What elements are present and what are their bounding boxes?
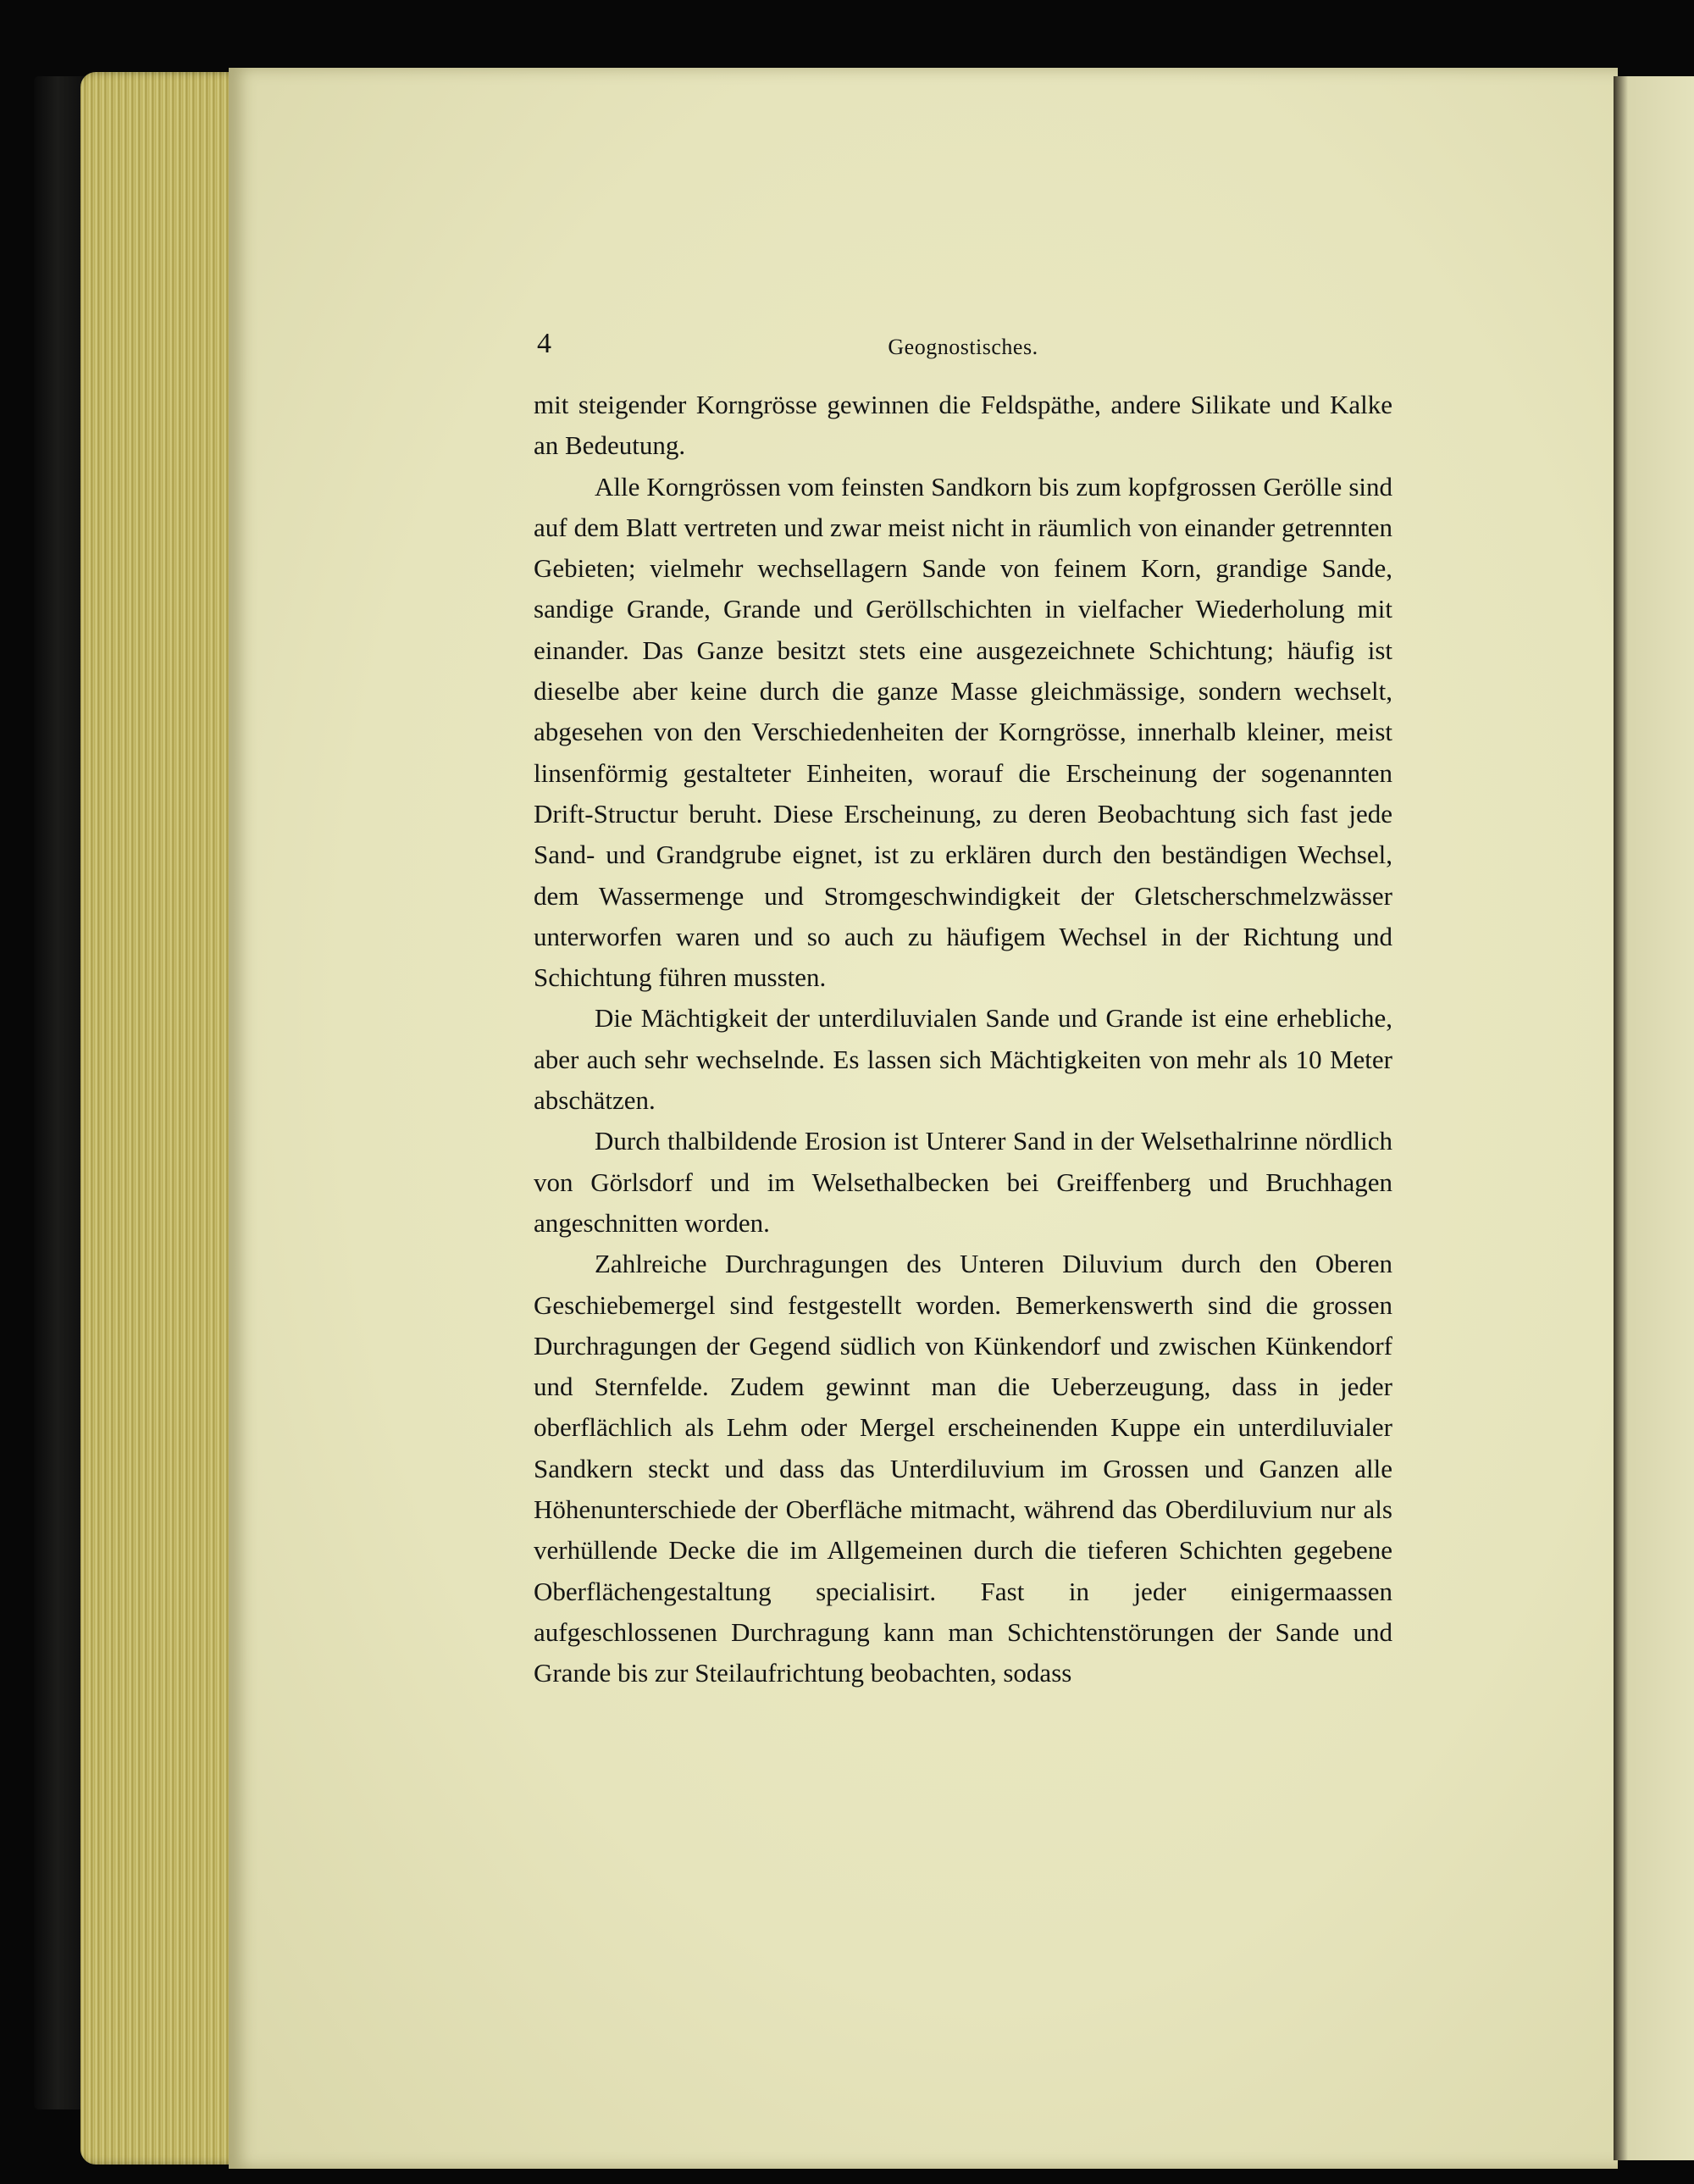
paragraph-continued: mit steigender Korngrösse gewinnen die Feldspäthe, andere Silikate und Kalke an Bedeutung.	[534, 390, 1392, 461]
page-number: 4	[537, 328, 551, 359]
page-edges	[80, 72, 241, 2165]
paragraph: Durch thalbildende Erosion ist Unterer Sand in der Welsethalrinne nördlich von Görlsdorf und im Welsethalbecken bei Greiffenberg und Bruchhagen angeschnitten worden.	[534, 1126, 1392, 1238]
page-text-block	[534, 324, 1392, 1694]
running-head: Geognostisches.	[888, 335, 1038, 359]
facing-page-edge	[1614, 76, 1694, 2160]
paragraph: Alle Korngrössen vom feinsten Sandkorn bis zum kopfgrossen Gerölle sind auf dem Blatt vertreten und zwar meist nicht in räumlich von einander getrennten Gebieten; vielmehr wechsellagern Sande von feinem Korn, grandige Sande, sandige Grande, Grande und Geröllschichten in vielfacher Wiederholung mit einander. Das Ganze besitzt stets eine ausgezeichnete Schichtung; häufig ist dieselbe aber keine durch die ganze Masse gleichmässige, sondern wechselt, abgesehen von den Verschiedenheiten der Korngrösse, innerhalb kleiner, meist linsenförmig gestalteter Einheiten, worauf die Erscheinung der sogenannten Drift-Structur beruht. Diese Erscheinung, zu deren Beobachtung sich fast jede Sand- und Grandgrube eignet, ist zu erklären durch den beständigen Wechsel, dem Wassermenge und Stromgeschwindigkeit der Gletscherschmelzwässer unterworfen waren und so auch zu häufigem Wechsel in der Richtung und Schichtung führen mussten.	[534, 471, 1392, 993]
paragraph: Die Mächtigkeit der unterdiluvialen Sande und Grande ist eine erhebliche, aber auch sehr wechselnde. Es lassen sich Mächtigkeiten von mehr als 10 Meter abschätzen.	[534, 1003, 1392, 1116]
page-header	[534, 324, 1392, 368]
paragraph: Zahlreiche Durchragungen des Unteren Diluvium durch den Oberen Geschiebemergel sind festgestellt worden. Bemerkenswerth sind die grossen Durchragungen der Gegend südlich von Künkendorf und zwischen Künkendorf und Sternfelde. Zudem gewinnt man die Ueberzeugung, dass in jeder oberflächlich als Lehm oder Mergel erscheinenden Kuppe ein unterdiluvialer Sandkern steckt und dass das Unterdiluvium im Grossen und Ganzen alle Höhenunterschiede der Oberfläche mitmacht, während das Oberdiluvium nur als verhüllende Decke die im Allgemeinen durch die tieferen Schichten gegebene Oberflächengestaltung specialisirt. Fast in jeder einigermaassen aufgeschlossenen Durchragung kann man Schichtenstörungen der Sande und Grande bis zur Steilaufrichtung beobachten, sodass	[534, 1249, 1392, 1688]
